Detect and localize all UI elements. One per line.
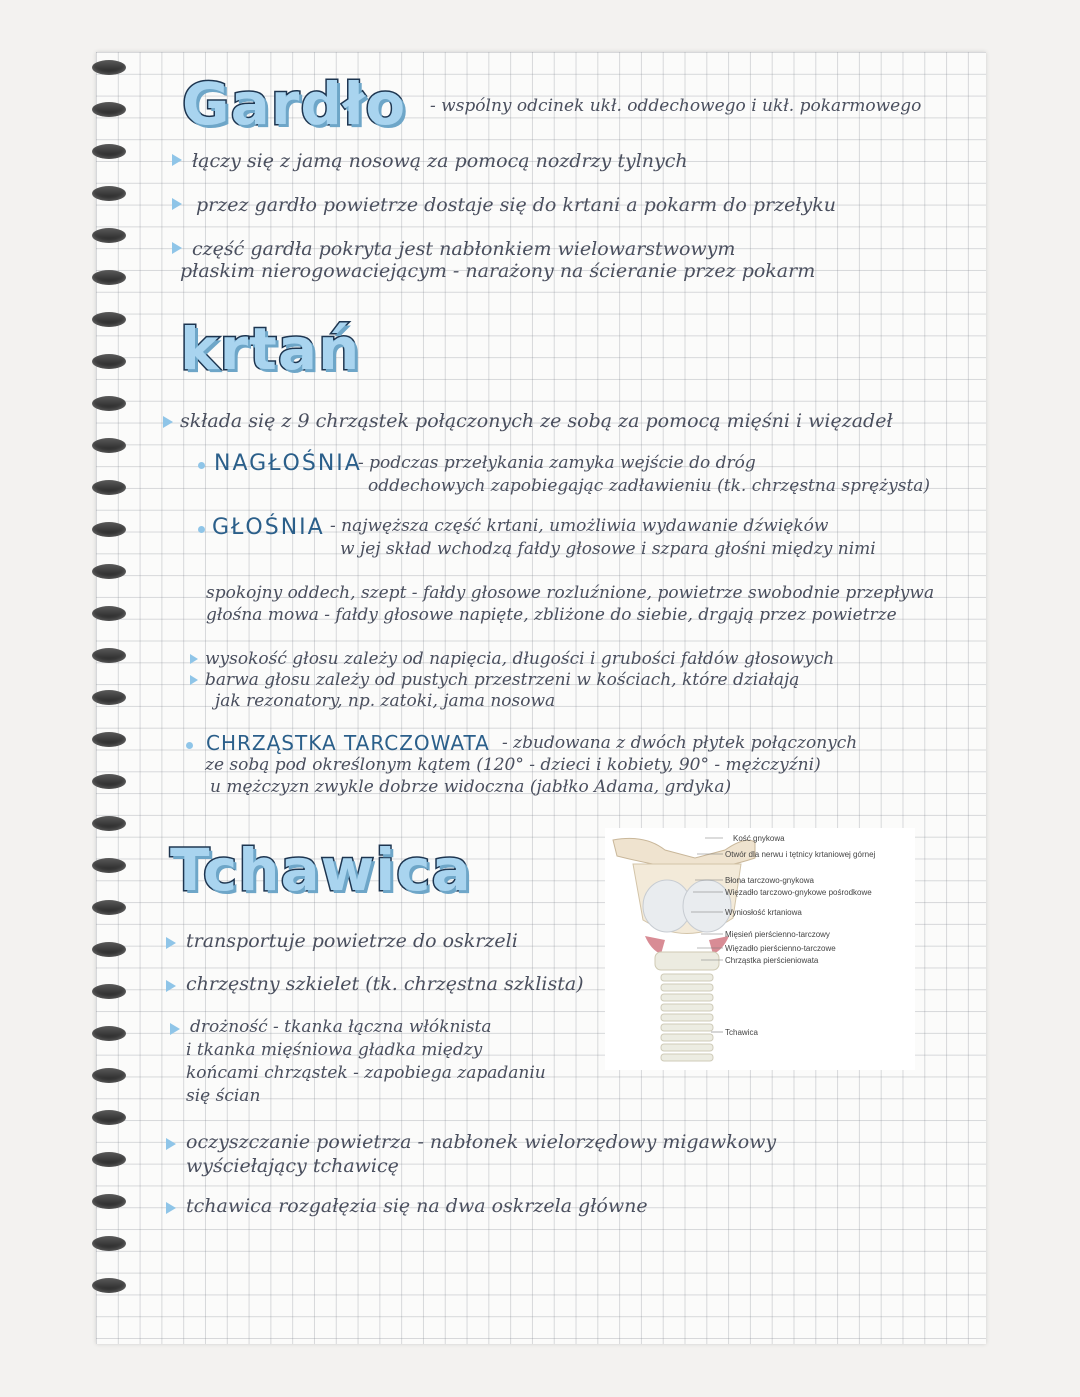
gardlo-bullet-2: przez gardło powietrze dostaje się do krtani a pokarm do przełyku — [196, 194, 837, 216]
spiral-ring — [92, 270, 126, 285]
tchawica-bullet-2: chrzęstny szkielet (tk. chrzęstna szklista) — [186, 973, 584, 995]
trachea-ring — [661, 1034, 713, 1041]
spiral-ring — [92, 564, 126, 579]
glosnia-text-2: w jej skład wchodzą fałdy głosowe i szpara głośni między nimi — [340, 539, 876, 559]
larynx-figure — [605, 828, 915, 1070]
figure-label: Błona tarczowo-gnykowa — [725, 876, 814, 885]
trachea-ring — [661, 1024, 713, 1031]
bullet-icon — [166, 937, 176, 949]
spiral-ring — [92, 690, 126, 705]
bullet-icon — [166, 980, 176, 992]
spiral-ring — [92, 480, 126, 495]
gardlo-bullet-3-cont: płaskim nierogowaciejącym - narażony na ścieranie przez pokarm — [180, 260, 816, 282]
thyroid-lobe-right — [683, 880, 731, 932]
droznosc-2: i tkanka mięśniowa gładka między — [186, 1040, 483, 1060]
spiral-ring — [92, 144, 126, 159]
spiral-ring — [92, 438, 126, 453]
oczyszczanie-1: oczyszczanie powietrza - nabłonek wielorzędowy migawkowy — [186, 1131, 777, 1153]
spiral-ring — [92, 1110, 126, 1125]
voice-text-1: wysokość głosu zależy od napięcia, długości i grubości fałdów głosowych — [205, 649, 835, 669]
tarczowata-text-3: u mężczyzn zwykle dobrze widoczna (jabłko Adama, grdyka) — [210, 777, 732, 797]
gardlo-bullet-1: łączy się z jamą nosową za pomocą nozdrzy tylnych — [192, 150, 688, 172]
trachea-ring — [661, 1004, 713, 1011]
breathing-text-1: spokojny oddech, szept - fałdy głosowe rozluźnione, powietrze swobodnie przepływa — [206, 583, 935, 603]
figure-label: Więzadło tarczowo-gnykowe pośrodkowe — [725, 888, 872, 897]
spiral-ring — [92, 1152, 126, 1167]
spiral-ring — [92, 732, 126, 747]
figure-label: Kość gnykowa — [733, 834, 785, 843]
spiral-ring — [92, 1236, 126, 1251]
droznosc-3: końcami chrząstek - zapobiega zapadaniu — [186, 1063, 546, 1083]
trachea-ring — [661, 1044, 713, 1051]
droznosc-4: się ścian — [186, 1086, 261, 1106]
krtan-title: krtań — [180, 315, 361, 383]
figure-label: Wyniosłość krtaniowa — [725, 908, 802, 917]
glosnia-text-1: - najwęższa część krtani, umożliwia wydawanie dźwięków — [330, 516, 829, 536]
spiral-ring — [92, 774, 126, 789]
bullet-icon — [190, 675, 198, 685]
spiral-ring — [92, 606, 126, 621]
spiral-ring — [92, 858, 126, 873]
bullet-dot-icon — [198, 462, 205, 469]
figure-label: Chrząstka pierścieniowata — [725, 956, 819, 965]
tchawica-last: tchawica rozgałęzia się na dwa oskrzela główne — [186, 1195, 648, 1217]
tarczowata-text-1: - zbudowana z dwóch płytek połączonych — [502, 733, 858, 753]
cricothyroid-muscle-left — [645, 936, 665, 954]
trachea-ring — [661, 994, 713, 1001]
trachea-ring — [661, 984, 713, 991]
spiral-ring — [92, 984, 126, 999]
tarczowata-text-2: ze sobą pod określonym kątem (120° - dzieci i kobiety, 90° - mężczyźni) — [205, 755, 821, 775]
figure-label: Otwór dla nerwu i tętnicy krtaniowej górnej — [725, 850, 876, 859]
bullet-icon — [172, 154, 182, 166]
oczyszczanie-2: wyściełający tchawicę — [186, 1155, 399, 1177]
bullet-icon — [166, 1138, 176, 1150]
spiral-ring — [92, 186, 126, 201]
spiral-ring — [92, 942, 126, 957]
tchawica-bullet-1: transportuje powietrze do oskrzeli — [186, 930, 518, 952]
bullet-icon — [166, 1202, 176, 1214]
spiral-ring — [92, 816, 126, 831]
bullet-icon — [163, 416, 173, 428]
gardlo-subtitle: - wspólny odcinek ukł. oddechowego i ukł. pokarmowego — [430, 96, 922, 116]
droznosc-1: drożność - tkanka łączna włóknista — [190, 1017, 492, 1037]
trachea-rings — [661, 974, 713, 1061]
breathing-text-2: głośna mowa - fałdy głosowe napięte, zbliżone do siebie, drgają przez powietrze — [206, 605, 897, 625]
spiral-ring — [92, 522, 126, 537]
voice-text-2: barwa głosu zależy od pustych przestrzeni w kościach, które działają — [205, 670, 800, 690]
bullet-icon — [172, 198, 182, 210]
cricoid-cartilage — [655, 952, 719, 970]
voice-text-3: jak rezonatory, np. zatoki, jama nosowa — [215, 691, 556, 711]
spiral-ring — [92, 396, 126, 411]
trachea-ring — [661, 1054, 713, 1061]
spiral-ring — [92, 60, 126, 75]
spiral-ring — [92, 648, 126, 663]
naglosnia-label: NAGŁOŚNIA — [214, 451, 362, 476]
trachea-ring — [661, 1014, 713, 1021]
gardlo-bullet-3: część gardła pokryta jest nabłonkiem wielowarstwowym — [192, 238, 736, 260]
spiral-binding — [92, 60, 142, 1320]
krtan-intro: składa się z 9 chrząstek połączonych ze sobą za pomocą mięśni i więzadeł — [180, 410, 893, 432]
tchawica-title: Tchawica — [170, 836, 472, 904]
glosnia-label: GŁOŚNIA — [212, 515, 325, 540]
bullet-dot-icon — [186, 742, 193, 749]
bullet-icon — [190, 654, 198, 664]
figure-label: Mięsień pierścienno-tarczowy — [725, 930, 830, 939]
spiral-ring — [92, 1068, 126, 1083]
spiral-ring — [92, 1194, 126, 1209]
spiral-ring — [92, 228, 126, 243]
trachea-ring — [661, 974, 713, 981]
tarczowata-label: CHRZĄSTKA TARCZOWATA — [206, 731, 490, 755]
spiral-ring — [92, 102, 126, 117]
figure-label: Tchawica — [725, 1028, 758, 1037]
gardlo-title: Gardło — [182, 70, 407, 138]
spiral-ring — [92, 900, 126, 915]
naglosnia-text-2: oddechowych zapobiegając zadławieniu (tk. chrzęstna sprężysta) — [368, 476, 931, 496]
spiral-ring — [92, 312, 126, 327]
bullet-icon — [170, 1023, 180, 1035]
naglosnia-text-1: - podczas przełykania zamyka wejście do dróg — [358, 453, 756, 473]
spiral-ring — [92, 1278, 126, 1293]
spiral-ring — [92, 1026, 126, 1041]
bullet-dot-icon — [198, 526, 205, 533]
spiral-ring — [92, 354, 126, 369]
bullet-icon — [172, 242, 182, 254]
figure-label: Więzadło pierścienno-tarczowe — [725, 944, 836, 953]
